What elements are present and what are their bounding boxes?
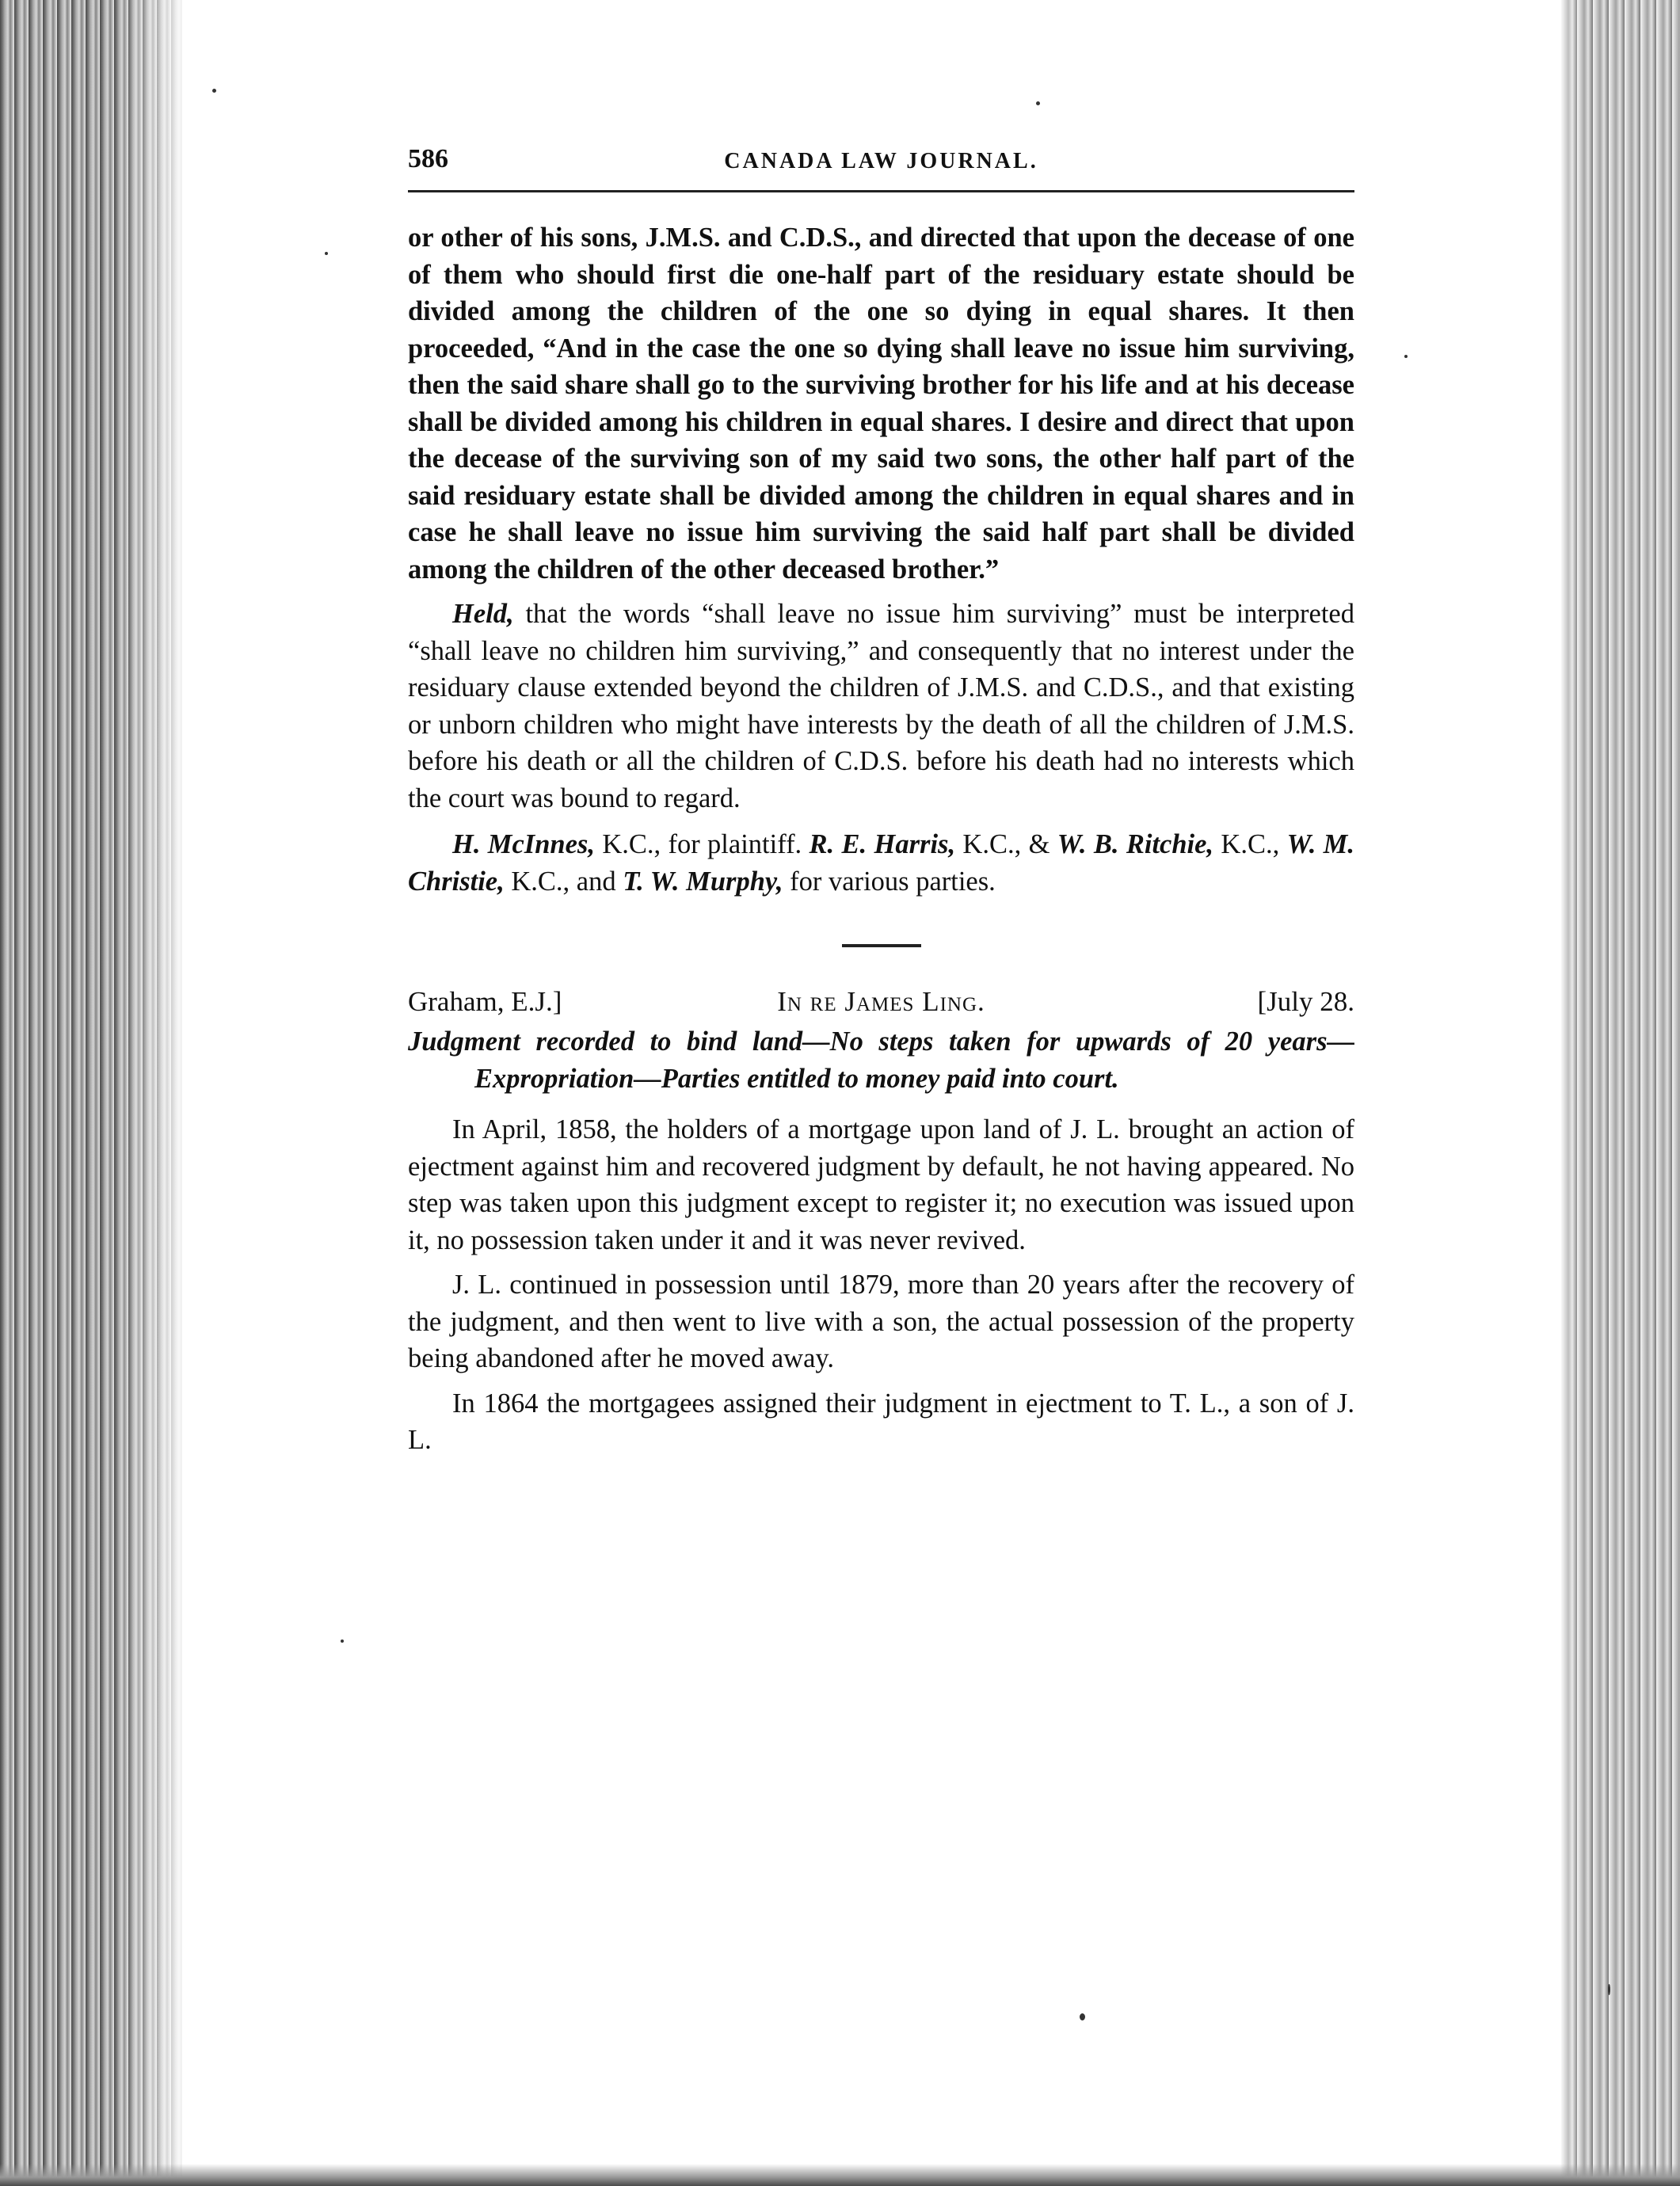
scan-bottom-edge: [0, 2164, 1680, 2186]
paragraph-held: [408, 596, 1354, 817]
body-text: [408, 219, 1354, 1459]
case-title: In re James Ling.: [777, 986, 985, 1017]
scan-speck: [1608, 1984, 1610, 1995]
counsel-name: R. E. Harris,: [809, 829, 956, 859]
scan-speck: [341, 1640, 344, 1643]
case-headnote: Judgment recorded to bind land—No steps taken for upwards of 20 years—Expropriation—Parties entitled to money paid into court.: [408, 1026, 1354, 1094]
scan-speck: [325, 252, 328, 255]
case-judge: Graham, E.J.]: [408, 986, 562, 1017]
case-heading: [408, 984, 1354, 1023]
paragraph-counsel: [408, 826, 1354, 900]
counsel-text: K.C., for plaintiff.: [594, 829, 810, 859]
paragraph-mortgage: In April, 1858, the holders of a mortgage upon land of J. L. brought an action of ejectment against him and recovered judgment by default, he not having appeared. No step was taken upon this judgment except to register it; no execution was issued upon it, no possession taken under it and it was never revived.: [408, 1114, 1354, 1255]
scan-speck: [1036, 101, 1040, 105]
running-title: CANADA LAW JOURNAL.: [724, 149, 1038, 173]
page-number: 586: [408, 144, 448, 173]
counsel-name: W. B. Ritchie,: [1057, 829, 1214, 859]
scan-speck: [1080, 2013, 1085, 2020]
counsel-text: K.C., &: [955, 829, 1057, 859]
counsel-text: for various parties.: [783, 866, 996, 897]
held-text: that the words “shall leave no issue him surviving” must be interpreted “shall leave no children him surviving,” and consequently that no interest under the residuary clause extended beyond the children of J.M.S. and C.D.S., and that existing or unborn children who might have interests by the death of all the children of J.M.S. before his death or all the children of C.D.S. before his death had no interests which the court was bound to regard.: [408, 599, 1354, 813]
scan-speck: [212, 89, 216, 93]
paragraph-will-clause: or other of his sons, J.M.S. and C.D.S., and directed that upon the decease of one of them who should first die one-half part of the residuary estate should be divided among the children of the one so dying in equal shares. It then proceeded, “And in the case the one so dying shall leave no issue him surviving, then the said share shall go to the surviving brother for his life and at his decease shall be divided among his children in equal shares. I desire and direct that upon the decease of the surviving son of my said two sons, the other half part of the said residuary estate shall be divided among the children in equal shares and in case he shall leave no issue him surviving the said half part shall be divided among the children of the other deceased brother.”: [408, 223, 1354, 585]
counsel-name: W. M. Christie,: [408, 829, 1354, 897]
counsel-name: T. W. Murphy,: [623, 866, 783, 897]
section-separator: [842, 944, 921, 947]
held-label: Held,: [452, 599, 514, 629]
paragraph-assignment: In 1864 the mortgagees assigned their judgment in ejectment to T. L., a son of J. L.: [408, 1388, 1354, 1455]
counsel-text: K.C., and: [504, 866, 623, 897]
scan-left-edge-fade: [119, 0, 190, 2186]
scan-speck: [1404, 355, 1408, 358]
case-date: [July 28.: [1257, 986, 1354, 1017]
scan-right-edge-fade: [1530, 0, 1585, 2186]
counsel-text: K.C.,: [1213, 829, 1287, 859]
paragraph-possession: J. L. continued in possession until 1879, more than 20 years after the recovery of the judgment, and then went to live with a son, the actual possession of the property being abandoned after he moved away.: [408, 1270, 1354, 1373]
page-header: [408, 135, 1354, 192]
counsel-name: H. McInnes,: [452, 829, 595, 859]
journal-page: [408, 135, 1354, 1459]
